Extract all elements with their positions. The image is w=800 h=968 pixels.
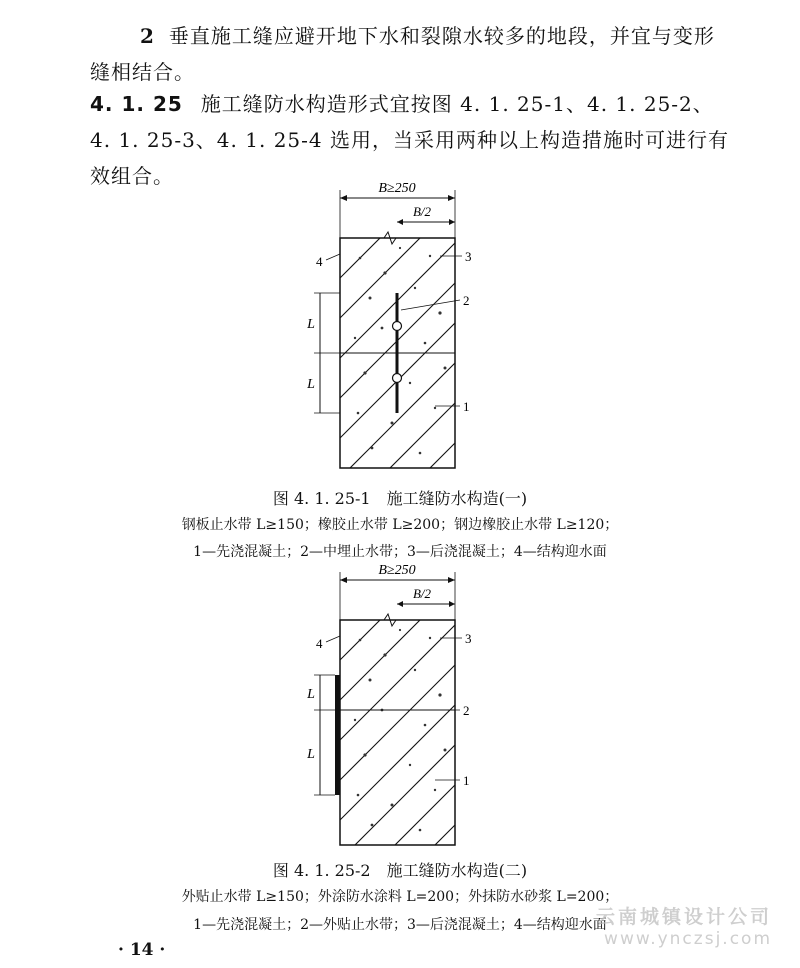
figure-1-note-2: 1—先浇混凝土；2—中埋止水带；3—后浇混凝土；4—结构迎水面 — [193, 544, 607, 560]
callout-3: 3 — [465, 631, 472, 646]
callout-4: 4 — [316, 254, 323, 269]
external-waterstop — [335, 675, 340, 795]
watermark — [596, 902, 772, 949]
dim-arrow-left — [340, 195, 347, 201]
callout-3: 3 — [465, 249, 472, 264]
watermark-url: www.ynczsj.com — [604, 929, 772, 949]
dim-label-l-lower: L — [307, 747, 315, 762]
item-number: 2 — [140, 24, 155, 48]
figure-1-note-1: 钢板止水带 L≥150；橡胶止水带 L≥200；钢边橡胶止水带 L≥120； — [181, 517, 619, 533]
dim-label-l-upper: L — [307, 317, 315, 332]
callout-2: 2 — [463, 703, 470, 718]
callout-2: 2 — [463, 293, 470, 308]
construction-joint-diagram-2 — [300, 560, 500, 850]
figure-4-1-25-2 — [300, 560, 500, 850]
figure-1-caption: 图 4. 1. 25-1 施工缝防水构造(一) — [272, 489, 528, 508]
construction-joint-diagram-1 — [300, 178, 500, 478]
figure-2-note-2: 1—先浇混凝土；2—外贴止水带；3—后浇混凝土；4—结构迎水面 — [193, 917, 607, 933]
paragraph-text: 垂直施工缝应避开地下水和裂隙水较多的地段，并宜与变形缝相结合。 — [90, 24, 715, 84]
figure-2-caption: 图 4. 1. 25-2 施工缝防水构造(二) — [272, 861, 528, 880]
page-number: · 14 · — [118, 940, 166, 960]
figure-2-note-1: 外贴止水带 L≥150；外涂防水涂料 L=200；外抹防水砂浆 L=200； — [181, 889, 619, 905]
watermark-name: 云南城镇设计公司 — [595, 906, 772, 928]
callout-1: 1 — [463, 399, 470, 414]
figure-4-1-25-1 — [300, 178, 500, 478]
dim-label-b: B≥250 — [378, 563, 416, 578]
dim-arrow-right — [448, 195, 455, 201]
clause-text: 施工缝防水构造形式宜按图 4. 1. 25-1、4. 1. 25-2、4. 1. 25-3、4. 1. 25-4 选用，当采用两种以上构造措施时可进行有效组合。 — [90, 92, 729, 188]
callout-4: 4 — [316, 636, 323, 651]
concrete-block — [340, 620, 455, 845]
dim-label-l-upper: L — [307, 687, 315, 702]
paragraph-item-2 — [90, 18, 730, 90]
dim-label-half: B/2 — [412, 204, 432, 219]
callout-1: 1 — [463, 773, 470, 788]
dim-label-l-lower: L — [307, 377, 315, 392]
dim-label-half: B/2 — [412, 586, 432, 601]
dim-label-b: B≥250 — [378, 181, 416, 196]
clause-number: 4. 1. 25 — [90, 92, 183, 116]
